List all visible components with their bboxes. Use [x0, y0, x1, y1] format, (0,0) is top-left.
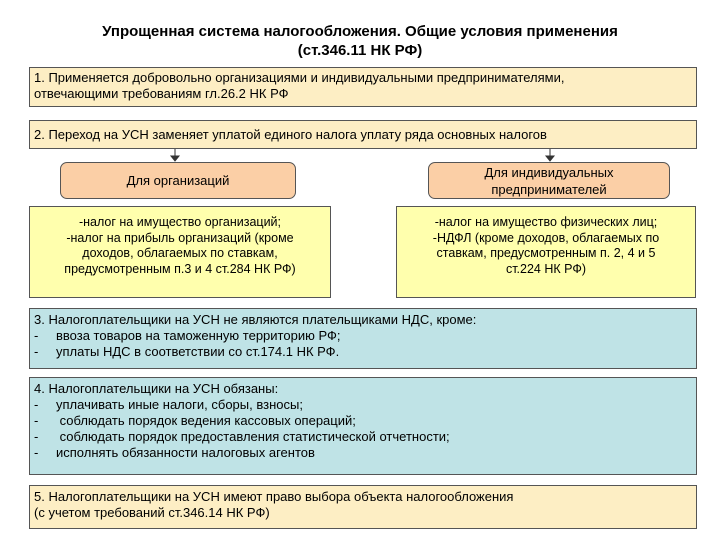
condition-5-box: [29, 485, 697, 529]
organizations-label: Для организаций: [126, 173, 230, 188]
condition-4-box: [29, 377, 697, 475]
title-line-1: Упрощенная система налогообложения. Общие условия применения: [102, 23, 618, 40]
entrepreneurs-label-line-1: Для индивидуальных: [484, 164, 614, 180]
entrepreneurs-label-line-2: предпринимателей: [491, 181, 607, 197]
entrepreneurs-tax-line: ставкам, предусмотренным п. 2, 4 и 5: [436, 246, 656, 260]
condition-4-item-text: соблюдать порядок предоставления статистической отчетности;: [56, 429, 450, 444]
list-dash: -: [34, 445, 39, 460]
condition-4-item-text: соблюдать порядок ведения кассовых операций;: [56, 413, 356, 428]
condition-3-item: [34, 328, 692, 344]
list-dash: -: [34, 344, 39, 359]
list-dash: -: [34, 413, 39, 428]
condition-1-box: [29, 67, 697, 107]
title-line-2: (ст.346.11 НК РФ): [297, 42, 423, 59]
condition-4-item: [34, 397, 692, 413]
condition-4-item: [34, 413, 692, 429]
condition-3-item: [34, 344, 692, 360]
entrepreneurs-taxes-box: [396, 206, 696, 298]
condition-2-box: [29, 120, 697, 149]
list-dash: -: [34, 429, 39, 444]
condition-5-line-1: 5. Налогоплательщики на УСН имеют право выбора объекта налогообложения: [34, 489, 514, 504]
condition-3-box: [29, 308, 697, 369]
condition-2-text: 2. Переход на УСН заменяет уплатой единого налога уплату ряда основных налогов: [34, 127, 547, 142]
condition-4-heading: 4. Налогоплательщики на УСН обязаны:: [34, 381, 279, 396]
condition-4-item: [34, 445, 692, 461]
organizations-tax-line: предусмотренным п.3 и 4 ст.284 НК РФ): [64, 261, 296, 276]
organizations-header: [60, 162, 296, 199]
page-title: [20, 22, 700, 60]
condition-1-line-2: отвечающими требованиям гл.26.2 НК РФ: [34, 86, 289, 101]
condition-4-item-text: уплачивать иные налоги, сборы, взносы;: [56, 397, 303, 412]
entrepreneurs-tax-line: ст.224 НК РФ): [505, 261, 587, 276]
organizations-tax-line: доходов, облагаемых по ставкам,: [82, 246, 278, 260]
entrepreneurs-tax-line: -налог на имущество физических лиц;: [434, 215, 658, 229]
condition-4-item-text: исполнять обязанности налоговых агентов: [56, 445, 315, 460]
condition-3-heading: 3. Налогоплательщики на УСН не являются плательщиками НДС, кроме:: [34, 312, 477, 327]
condition-5-line-2: (с учетом требований ст.346.14 НК РФ): [34, 505, 270, 520]
entrepreneurs-tax-line: -НДФЛ (кроме доходов, облагаемых по: [432, 230, 660, 245]
organizations-tax-line: -налог на имущество организаций;: [78, 215, 282, 229]
condition-1-line-1: 1. Применяется добровольно организациями и индивидуальными предпринимателями,: [34, 70, 565, 85]
organizations-tax-line: -налог на прибыль организаций (кроме: [66, 230, 294, 245]
list-dash: -: [34, 328, 39, 343]
condition-3-item-text: уплаты НДС в соответствии со ст.174.1 НК РФ.: [56, 344, 340, 359]
condition-4-item: [34, 429, 692, 445]
arrow-to-entrepreneurs: [546, 149, 554, 161]
entrepreneurs-header: [428, 162, 670, 199]
condition-3-item-text: ввоза товаров на таможенную территорию РФ;: [56, 328, 341, 343]
arrow-to-organizations: [171, 149, 179, 161]
organizations-taxes-box: [29, 206, 331, 298]
list-dash: -: [34, 397, 39, 412]
